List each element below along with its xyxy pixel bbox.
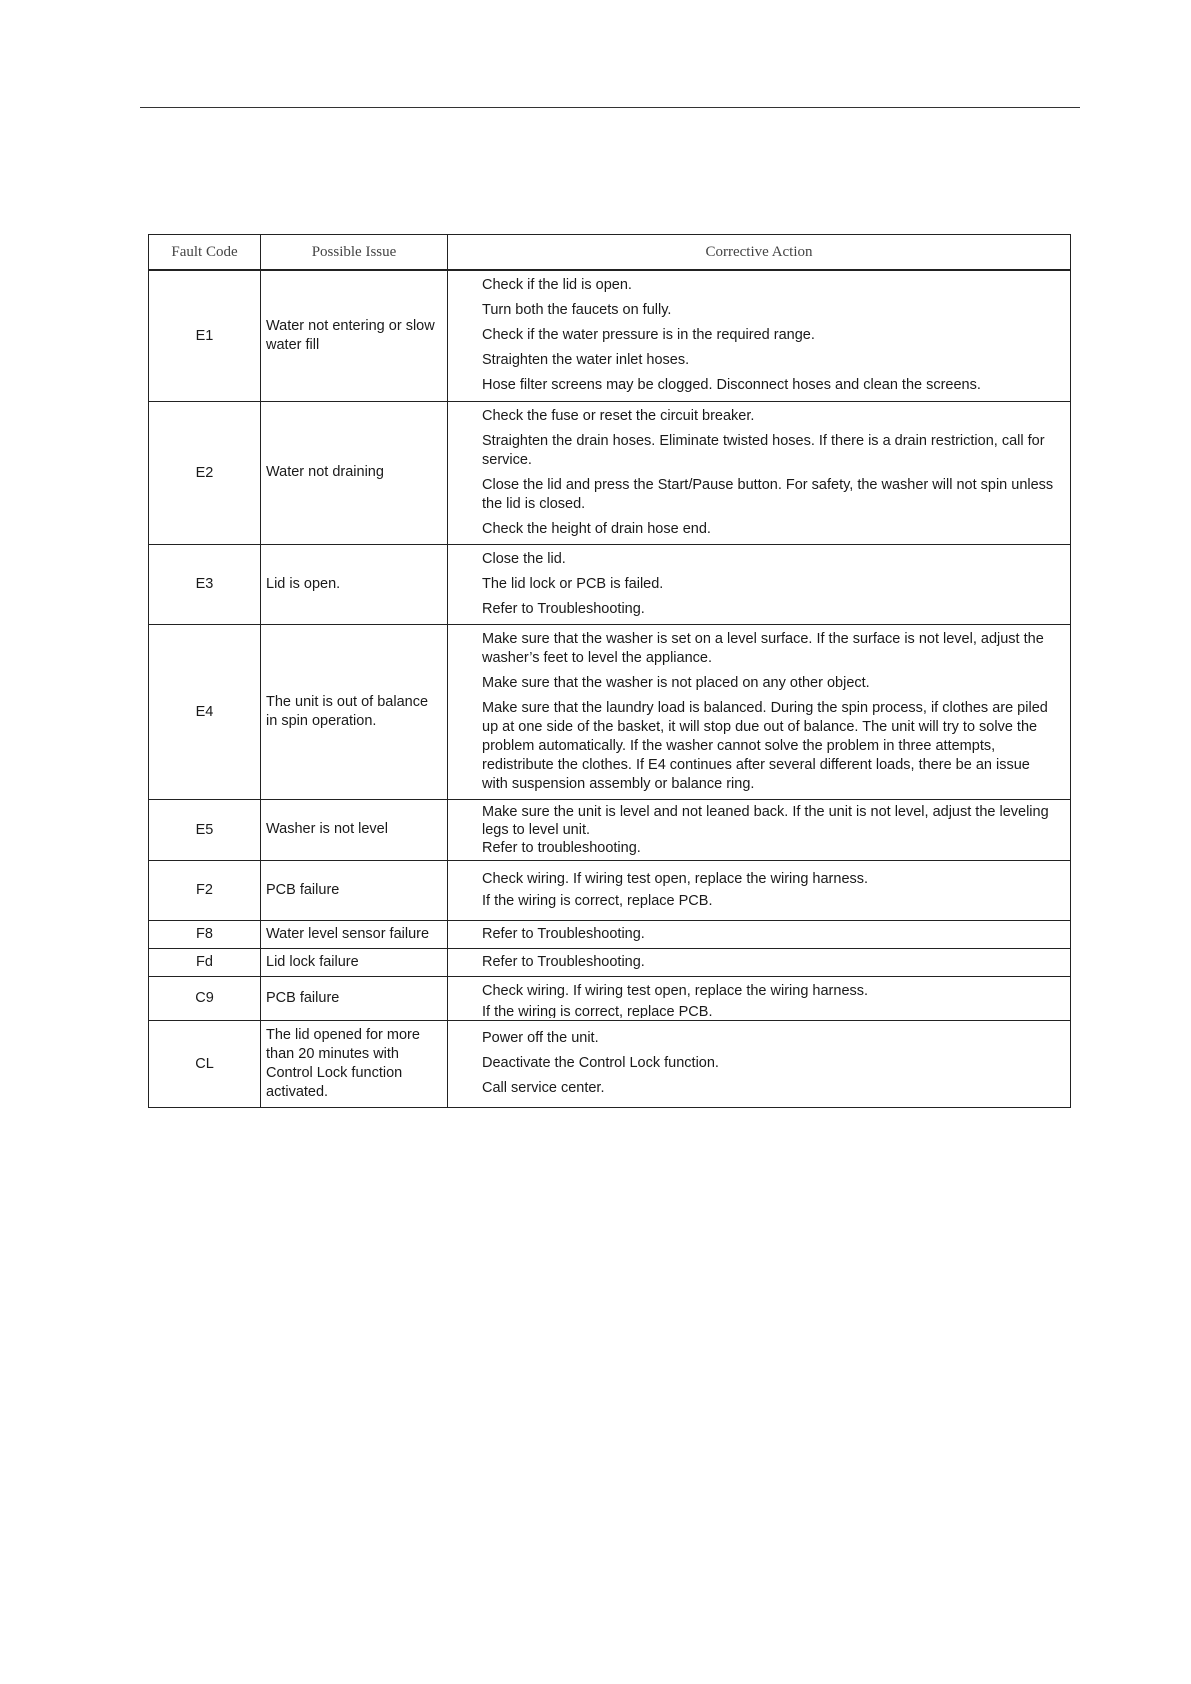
action-line: Check if the lid is open. (482, 277, 632, 294)
action-line: Power off the unit. (482, 1030, 599, 1046)
corrective-action (448, 1020, 1071, 1107)
corrective-action (448, 401, 1071, 544)
possible-issue: Water not entering or slow water fill (261, 270, 448, 401)
corrective-action (448, 270, 1071, 401)
action-line: Make sure the unit is level and not leaned back. If the unit is not level, adjust the leveling legs to level unit. (482, 803, 1049, 838)
table-row (149, 799, 1071, 860)
fault-code: E1 (149, 270, 261, 401)
corrective-action (448, 799, 1071, 860)
table-row (149, 544, 1071, 624)
action-line: Close the lid and press the Start/Pause button. For safety, the washer will not spin unless the lid is closed. (482, 476, 1054, 512)
table-row (149, 270, 1071, 401)
corrective-action (448, 948, 1071, 976)
possible-issue: Lid is open. (261, 544, 448, 624)
corrective-action (448, 920, 1071, 948)
action-line: Straighten the water inlet hoses. (482, 352, 690, 369)
action-line: Refer to Troubleshooting. (482, 600, 645, 617)
action-line: Make sure that the laundry load is balanced. During the spin process, if clothes are piled up at one side of the basket, it will stop due out of balance. The unit will try to solve the problem automatically. If the washer cannot solve the problem in three attempts, redistribute the clothes. If E4 continues after several different loads, there be an issue with suspension assembly or balance ring. (482, 699, 1048, 792)
corrective-action (448, 976, 1071, 1020)
action-line: Check wiring. If wiring test open, replace the wiring harness. (482, 871, 869, 887)
possible-issue: The lid opened for more than 20 minutes with Control Lock function activated. (261, 1020, 448, 1107)
action-line: The lid lock or PCB is failed. (482, 575, 664, 592)
table-row (149, 920, 1071, 948)
action-line: Check the height of drain hose end. (482, 520, 711, 537)
table-row (149, 401, 1071, 544)
action-line: Check the fuse or reset the circuit breaker. (482, 407, 755, 424)
corrective-action (448, 860, 1071, 920)
header-fault-code: Fault Code (149, 235, 261, 271)
clipped-actions (482, 982, 1058, 1018)
table-header-row (149, 235, 1071, 271)
action-line: Deactivate the Control Lock function. (482, 1055, 719, 1071)
corrective-action (448, 544, 1071, 624)
action-line: Make sure that the washer is not placed on any other object. (482, 674, 870, 691)
fault-code: Fd (149, 948, 261, 976)
action-line: Check wiring. If wiring test open, replace the wiring harness. (482, 982, 869, 999)
action-line: Make sure that the washer is set on a level surface. If the surface is not level, adjust the washer’s feet to level the appliance. (482, 630, 1044, 666)
fault-code-table (148, 234, 1071, 1108)
action-line: Straighten the drain hoses. Eliminate twisted hoses. If there is a drain restriction, call for service. (482, 432, 1045, 468)
fault-code: E2 (149, 401, 261, 544)
possible-issue: Water level sensor failure (261, 920, 448, 948)
fault-code: C9 (149, 976, 261, 1020)
action-line: Call service center. (482, 1080, 605, 1096)
table-row (149, 624, 1071, 799)
table-row (149, 976, 1071, 1020)
table-row (149, 1020, 1071, 1107)
corrective-action (448, 624, 1071, 799)
possible-issue: PCB failure (261, 976, 448, 1020)
fault-code: F8 (149, 920, 261, 948)
table-row (149, 948, 1071, 976)
action-line: Turn both the faucets on fully. (482, 302, 672, 319)
possible-issue: The unit is out of balance in spin operation. (261, 624, 448, 799)
action-line: Refer to Troubleshooting. (482, 954, 645, 970)
header-rule (140, 107, 1080, 108)
table-row (149, 860, 1071, 920)
possible-issue: PCB failure (261, 860, 448, 920)
action-line: If the wiring is correct, replace PCB. (482, 893, 713, 909)
fault-code: F2 (149, 860, 261, 920)
header-corrective-action: Corrective Action (448, 235, 1071, 271)
action-line: Close the lid. (482, 550, 566, 567)
action-line: Refer to troubleshooting. (482, 839, 641, 856)
action-line: Check if the water pressure is in the required range. (482, 327, 815, 344)
fault-code: E4 (149, 624, 261, 799)
possible-issue: Water not draining (261, 401, 448, 544)
header-possible-issue: Possible Issue (261, 235, 448, 271)
fault-code: E3 (149, 544, 261, 624)
action-line: If the wiring is correct, replace PCB. (482, 1003, 713, 1018)
possible-issue: Washer is not level (261, 799, 448, 860)
possible-issue: Lid lock failure (261, 948, 448, 976)
action-line: Refer to Troubleshooting. (482, 926, 645, 942)
fault-code: E5 (149, 799, 261, 860)
action-line: Hose filter screens may be clogged. Disconnect hoses and clean the screens. (482, 377, 981, 394)
fault-code: CL (149, 1020, 261, 1107)
